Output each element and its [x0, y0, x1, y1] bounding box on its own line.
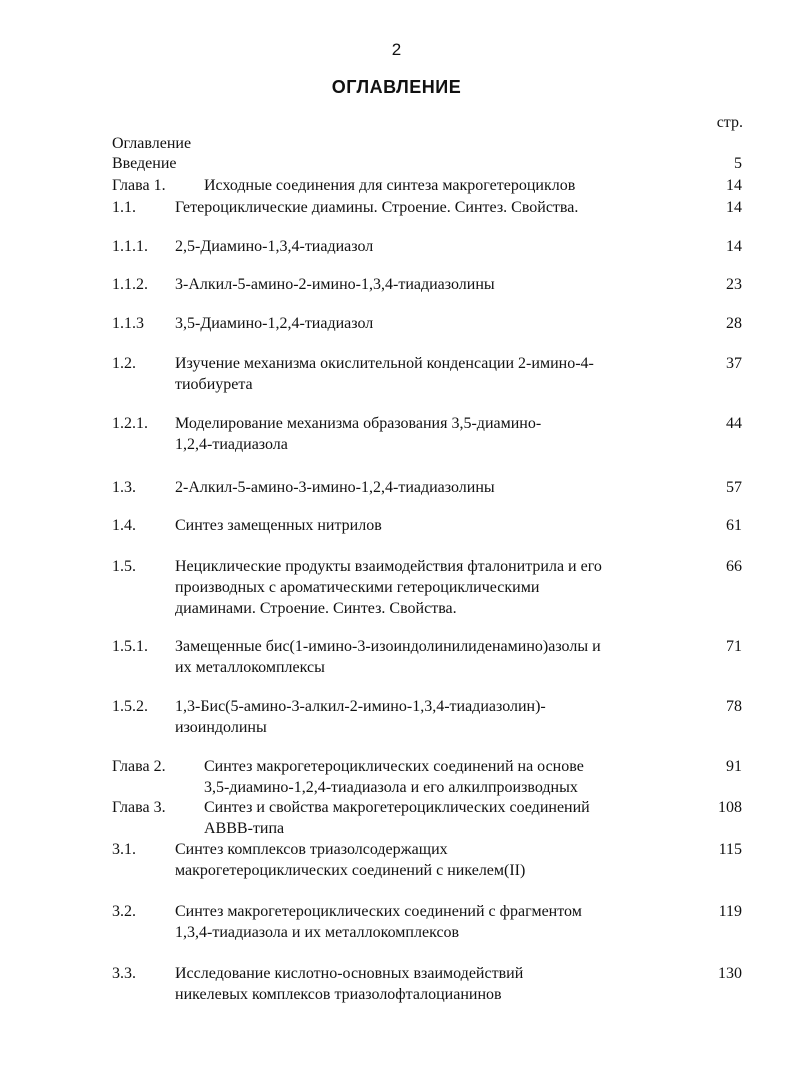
toc-entry-title: Синтез замещенных нитрилов: [175, 517, 382, 534]
toc-entry: [112, 477, 742, 498]
toc-entry-title: 3-Алкил-5-амино-2-имино-1,3,4-тиадиазолины: [175, 276, 495, 293]
toc-entry: [112, 556, 742, 619]
toc-entry-page: 14: [726, 177, 742, 194]
toc-entry: [112, 413, 742, 455]
toc-entry-title: изоиндолины: [175, 719, 267, 736]
toc-entry-page: 23: [726, 276, 742, 293]
toc-entry-title: Оглавление: [112, 135, 192, 152]
toc-entry: [112, 313, 742, 334]
toc-entry-page: 14: [726, 238, 742, 255]
toc-entry-page: 91: [726, 758, 742, 775]
toc-entry-title: никелевых комплексов триазолофталоцианинов: [175, 986, 502, 1003]
toc-entry-title: Гетероциклические диамины. Строение. Синтез. Свойства.: [175, 199, 579, 216]
toc-entry-page: 108: [718, 799, 742, 816]
toc-entry-page: 119: [718, 903, 742, 920]
toc-entry-title: диаминами. Строение. Синтез. Свойства.: [175, 600, 457, 617]
toc-entry: [112, 353, 742, 395]
toc-entry: [112, 175, 742, 196]
toc-entry-number: 1.1.2.: [112, 276, 148, 293]
toc-entry-title: 2-Алкил-5-амино-3-имино-1,2,4-тиадиазолины: [175, 479, 495, 496]
toc-entry-page: 14: [726, 199, 742, 216]
toc-entry-page: 5: [734, 155, 742, 172]
toc-entry-title: 1,2,4-тиадиазола: [175, 436, 288, 453]
toc-entry: [112, 153, 742, 174]
toc-entry: [112, 963, 742, 1005]
toc-entry-page: 44: [726, 415, 742, 432]
toc-entry-number: 1.5.: [112, 558, 136, 575]
toc-entry-number: 1.2.1.: [112, 415, 148, 432]
toc-entry-title: Синтез макрогетероциклических соединений с фрагментом: [175, 903, 582, 920]
toc-entry-number: 3.2.: [112, 903, 136, 920]
toc-entry: [112, 197, 742, 218]
toc-entry-title: 2,5-Диамино-1,3,4-тиадиазол: [175, 238, 374, 255]
toc-entry-title: Введение: [112, 155, 177, 172]
toc-entry: [112, 839, 742, 881]
toc-entry-page: 28: [726, 315, 742, 332]
toc-entry-title: Замещенные бис(1-имино-3-изоиндолинилиденамино)азолы и: [175, 638, 601, 655]
toc-entry-page: 66: [726, 558, 742, 575]
toc-entry-number: Глава 3.: [112, 799, 166, 816]
toc-entry-title: 3,5-диамино-1,2,4-тиадиазола и его алкилпроизводных: [204, 779, 578, 796]
toc-entry-title: макрогетероциклических соединений с никелем(II): [175, 862, 526, 879]
toc-entry-number: 1.2.: [112, 355, 136, 372]
toc-entry: [112, 797, 742, 839]
toc-entry-number: 3.1.: [112, 841, 136, 858]
toc-entry-title: Синтез макрогетероциклических соединений на основе: [204, 758, 584, 775]
toc-entry-number: 1.3.: [112, 479, 136, 496]
toc-entry-title: Изучение механизма окислительной конденсации 2-имино-4-: [175, 355, 594, 372]
toc-entry: [112, 901, 742, 943]
toc-entry-page: 130: [718, 965, 742, 982]
toc-entry-title: производных с ароматическими гетероциклическими: [175, 579, 540, 596]
toc-entry: [112, 696, 742, 738]
toc-entry: [112, 636, 742, 678]
toc-entry-number: 1.1.3: [112, 315, 144, 332]
page-number: 2: [391, 40, 402, 59]
toc-entry-number: 1.4.: [112, 517, 136, 534]
toc-entry: [112, 756, 742, 798]
toc-entry: [112, 133, 742, 154]
toc-entry: [112, 274, 742, 295]
toc-entry-title: Исследование кислотно-основных взаимодействий: [175, 965, 524, 982]
toc-entry-title: тиобиурета: [175, 376, 253, 393]
toc-entry-page: 61: [726, 517, 742, 534]
toc-entry-title: Исходные соединения для синтеза макрогетероциклов: [204, 177, 576, 194]
toc-entry-number: 1.1.: [112, 199, 136, 216]
toc-entry-title: АВВВ-типа: [204, 820, 285, 837]
toc-entry: [112, 515, 742, 536]
toc-entry-page: 57: [726, 479, 742, 496]
toc-entry-title: Синтез и свойства макрогетероциклических соединений: [204, 799, 590, 816]
page-title: ОГЛАВЛЕНИЕ: [331, 77, 462, 97]
toc-entry-title: их металлокомплексы: [175, 659, 325, 676]
toc-entry-title: 1,3,4-тиадиазола и их металлокомплексов: [175, 924, 460, 941]
toc-entry-number: 1.5.2.: [112, 698, 148, 715]
toc-entry-page: 71: [726, 638, 742, 655]
toc-entry-number: 1.1.1.: [112, 238, 148, 255]
toc-entry-number: 1.5.1.: [112, 638, 148, 655]
page-column-header: стр.: [716, 114, 743, 131]
toc-entry-number: Глава 2.: [112, 758, 166, 775]
toc-entry-title: 1,3-Бис(5-амино-3-алкил-2-имино-1,3,4-тиадиазолин)-: [175, 698, 546, 715]
toc-entry-page: 78: [726, 698, 742, 715]
toc-entry-title: Синтез комплексов триазолсодержащих: [175, 841, 448, 858]
toc-entry-title: Моделирование механизма образования 3,5-диамино-: [175, 415, 542, 432]
toc-entry: [112, 236, 742, 257]
toc-entry-page: 37: [726, 355, 742, 372]
toc-entry-title: Нециклические продукты взаимодействия фталонитрила и его: [175, 558, 602, 575]
toc-entry-number: 3.3.: [112, 965, 136, 982]
toc-entry-number: Глава 1.: [112, 177, 166, 194]
toc-entry-title: 3,5-Диамино-1,2,4-тиадиазол: [175, 315, 374, 332]
toc-entry-page: 115: [718, 841, 742, 858]
